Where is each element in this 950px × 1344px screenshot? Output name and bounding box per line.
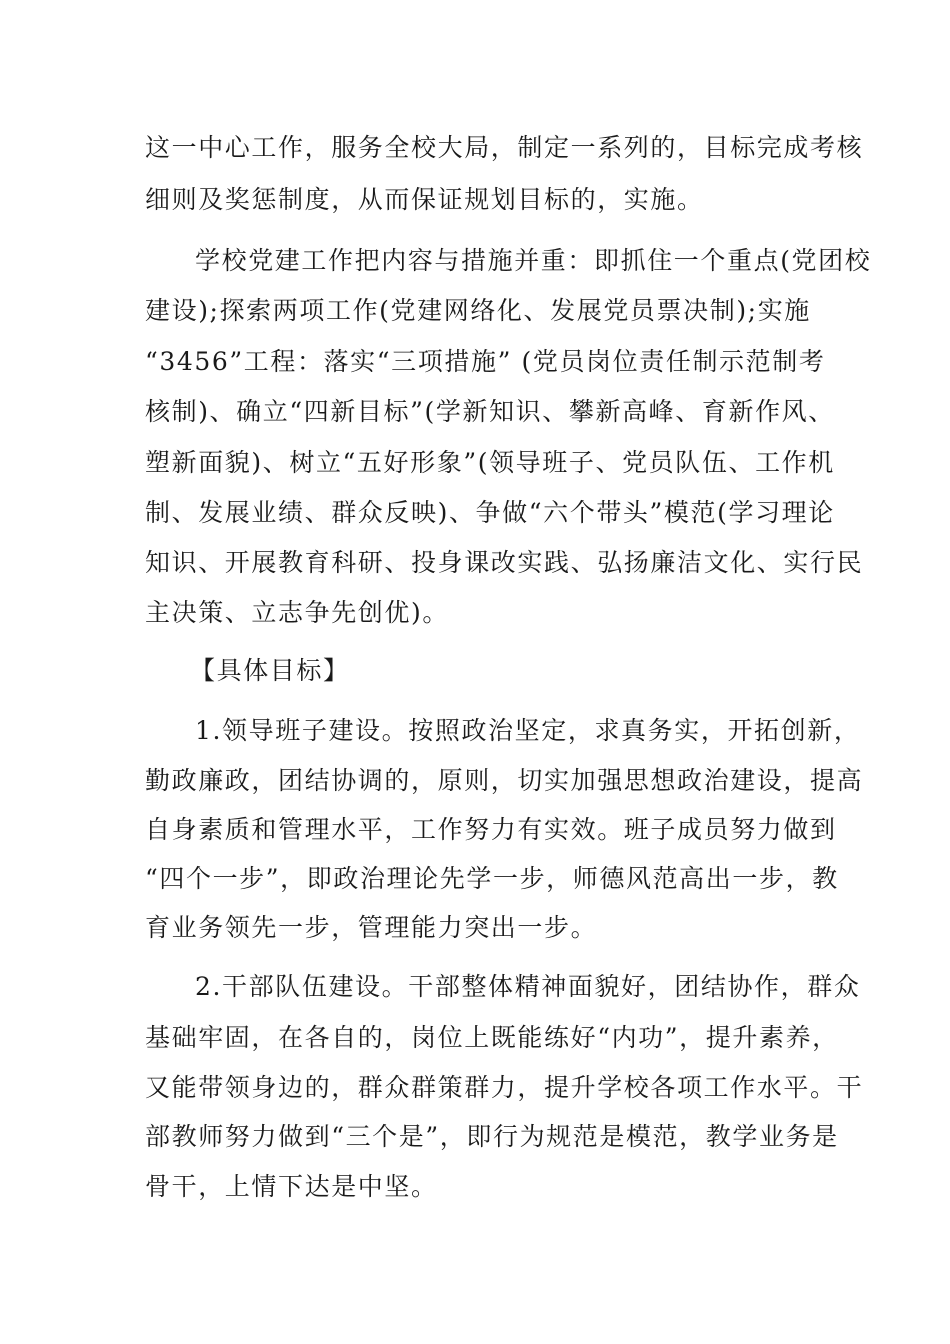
paragraph-line: 自身素质和管理水平，工作努力有实效。班子成员努力做到 [145, 815, 837, 844]
paragraph-line: 1.领导班子建设。按照政治坚定，求真务实，开拓创新， [195, 716, 861, 745]
paragraph-line: 部教师努力做到“三个是”，即行为规范是模范，教学业务是 [145, 1122, 839, 1151]
paragraph-line: 骨干，上情下达是中坚。 [145, 1172, 438, 1201]
paragraph-line: 基础牢固，在各自的，岗位上既能练好“内功”，提升素养， [145, 1023, 839, 1052]
paragraph-line: 建设);探索两项工作(党建网络化、发展党员票决制);实施 [145, 296, 811, 325]
paragraph-line: 核制)、确立“四新目标”(学新知识、攀新高峰、育新作风、 [145, 397, 835, 426]
paragraph-line: 这一中心工作，服务全校大局，制定一系列的，目标完成考核 [145, 133, 864, 162]
paragraph-line: “四个一步”，即政治理论先学一步，师德风范高出一步，教 [145, 864, 839, 893]
section-heading: 【具体目标】 [190, 656, 350, 685]
paragraph-line: 2.干部队伍建设。干部整体精神面貌好，团结协作，群众 [195, 972, 861, 1001]
paragraph-line: 又能带领身边的，群众群策群力，提升学校各项工作水平。干 [145, 1073, 864, 1102]
paragraph-line: 制、发展业绩、群众反映)、争做“六个带头”模范(学习理论 [145, 498, 835, 527]
paragraph-line: 育业务领先一步，管理能力突出一步。 [145, 913, 598, 942]
paragraph-line: 知识、开展教育科研、投身课改实践、弘扬廉洁文化、实行民 [145, 548, 864, 577]
paragraph-line: 塑新面貌)、树立“五好形象”(领导班子、党员队伍、工作机 [145, 448, 835, 477]
paragraph-line: 学校党建工作把内容与措施并重：即抓住一个重点(党团校 [195, 246, 872, 275]
paragraph-line: 勤政廉政，团结协调的，原则，切实加强思想政治建设，提高 [145, 766, 864, 795]
paragraph-line: “3456”工程：落实“三项措施” (党员岗位责任制示范制考 [145, 347, 826, 376]
paragraph-line: 细则及奖惩制度，从而保证规划目标的，实施。 [145, 185, 704, 214]
paragraph-line: 主决策、立志争先创优)。 [145, 598, 449, 627]
